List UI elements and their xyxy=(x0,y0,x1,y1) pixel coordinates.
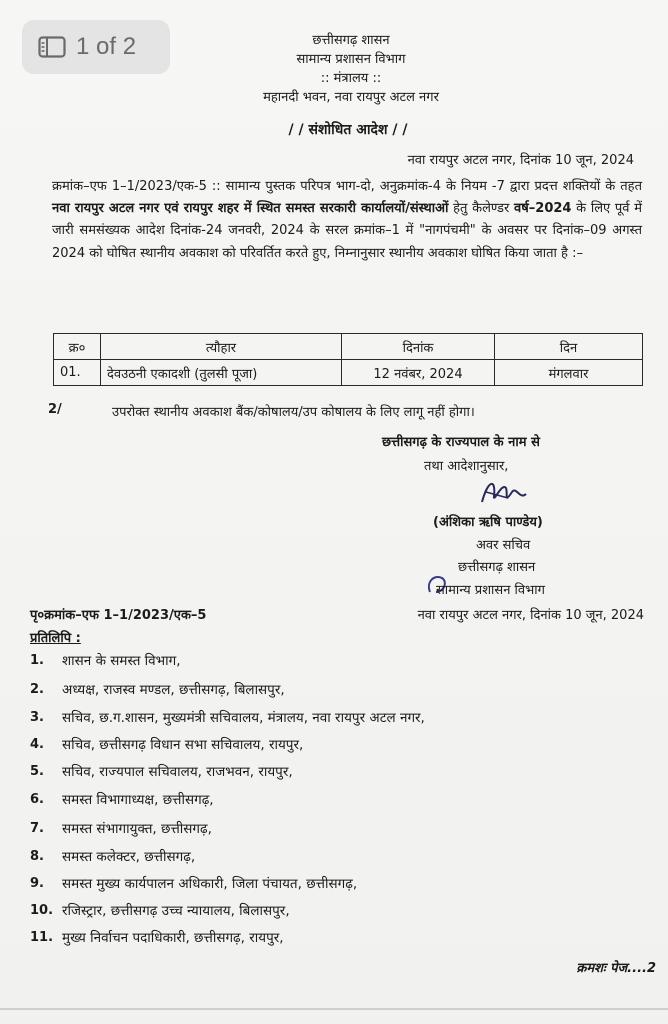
signatory-name: (अंशिका ऋषि पाण्डेय) xyxy=(433,515,543,530)
list-item-number: 5. xyxy=(30,764,44,779)
para-bold-1: नवा रायपुर अटल नगर एवं रायपुर शहर में स्थित समस्त सरकारी कार्यालयों/संस्थाओं xyxy=(52,201,449,217)
continued-note: क्रमशः पेज....2 xyxy=(576,961,656,976)
list-item-number: 1. xyxy=(30,653,44,668)
list-item-number: 6. xyxy=(30,792,44,807)
page-panel-icon xyxy=(38,36,66,58)
order-title: / / संशोधित आदेश / / xyxy=(288,122,408,138)
signatory-govt: छत्तीसगढ़ शासन xyxy=(458,560,536,575)
table-header-cell: क्र० xyxy=(54,334,101,360)
endorsement-place-date: नवा रायपुर अटल नगर, दिनांक 10 जून, 2024 xyxy=(417,608,644,623)
table-cell: मंगलवार xyxy=(495,360,643,386)
signature-line-2: तथा आदेशानुसार, xyxy=(424,459,509,474)
list-item: शासन के समस्त विभाग, xyxy=(62,653,181,669)
list-item-number: 10. xyxy=(30,903,54,918)
header-ministry: :: मंत्रालय :: xyxy=(320,71,382,86)
list-item: अध्यक्ष, राजस्व मण्डल, छत्तीसगढ़, बिलासपुर, xyxy=(62,682,285,698)
list-item: रजिस्ट्रार, छत्तीसगढ़ उच्च न्यायालय, बिलासपुर, xyxy=(62,903,290,919)
page-indicator-badge[interactable] xyxy=(22,20,170,74)
signatory-department: सामान्य प्रशासन विभाग xyxy=(436,583,545,598)
list-item: सचिव, छ.ग.शासन, मुख्यमंत्री सचिवालय, मंत्रालय, नवा रायपुर अटल नगर, xyxy=(62,710,425,726)
holiday-table xyxy=(53,333,643,386)
list-item-number: 4. xyxy=(30,737,44,752)
table-header-row xyxy=(54,334,643,360)
signature-line-1: छत्तीसगढ़ के राज्यपाल के नाम से xyxy=(382,435,540,450)
table-header-cell: दिन xyxy=(495,334,643,360)
list-item: समस्त कलेक्टर, छत्तीसगढ़, xyxy=(62,849,196,865)
copy-label: प्रतिलिपि : xyxy=(30,631,81,646)
para-text-1: क्रमांक–एफ 1–1/2023/एक-5 :: सामान्य पुस्तक परिपत्र भाग-दो, अनुक्रमांक-4 के नियम -7 द्वारा प्रदत्त शक्तियों के तहत xyxy=(52,179,642,194)
handwritten-signature xyxy=(478,474,530,510)
table-header-cell: दिनांक xyxy=(342,334,495,360)
order-place-date: नवा रायपुर अटल नगर, दिनांक 10 जून, 2024 xyxy=(407,153,634,168)
endorsement-ref: पृ०क्रमांक–एफ 1–1/2023/एक–5 xyxy=(30,608,207,623)
para-bold-2: वर्ष–2024 xyxy=(514,201,572,217)
list-item: सचिव, छत्तीसगढ़ विधान सभा सचिवालय, रायपुर, xyxy=(62,737,304,753)
header-address: महानदी भवन, नवा रायपुर अटल नगर xyxy=(263,90,439,105)
list-item-number: 2. xyxy=(30,682,44,697)
page-indicator-text: 1 of 2 xyxy=(76,33,137,60)
list-item-number: 8. xyxy=(30,849,44,864)
list-item: समस्त मुख्य कार्यपालन अधिकारी, जिला पंचायत, छत्तीसगढ़, xyxy=(62,876,358,892)
signatory-designation: अवर सचिव xyxy=(476,538,531,553)
list-item-number: 3. xyxy=(30,710,44,725)
table-cell: 01. xyxy=(54,360,101,386)
header-govt: छत्तीसगढ़ शासन xyxy=(312,33,390,48)
table-cell: 12 नवंबर, 2024 xyxy=(342,360,495,386)
list-item: समस्त संभागायुक्त, छत्तीसगढ़, xyxy=(62,821,212,837)
list-item: सचिव, राज्यपाल सचिवालय, राजभवन, रायपुर, xyxy=(62,764,293,780)
list-item-number: 9. xyxy=(30,876,44,891)
header-department: सामान्य प्रशासन विभाग xyxy=(296,52,406,67)
note-number: 2/ xyxy=(48,402,62,417)
page-divider xyxy=(0,1008,668,1010)
table-header-cell: त्यौहार xyxy=(101,334,342,360)
list-item-number: 7. xyxy=(30,821,44,836)
list-item-number: 11. xyxy=(30,930,54,945)
para-text-3: के लिए पूर्व में जारी समसंख्यक आदेश दिनांक-24 जनवरी, 2024 के सरल क्रमांक–1 में "नागपंचमी" के अवसर पर दिनांक–09 अगस्त 2024 को घोषित स्थानीय अवकाश को परिवर्तित करते हुए, निम्नानुसार स्थानीय अवकाश घोषित किया जाता है :– xyxy=(52,201,642,261)
note-text: उपरोक्त स्थानीय अवकाश बैंक/कोषालय/उप कोषालय के लिए लागू नहीं होगा। xyxy=(112,405,475,420)
list-item: मुख्य निर्वाचन पदाधिकारी, छत्तीसगढ़, रायपुर, xyxy=(62,930,284,946)
order-paragraph xyxy=(52,176,642,265)
para-text-2: हेतु कैलेण्डर xyxy=(448,201,515,217)
list-item: समस्त विभागाध्यक्ष, छत्तीसगढ़, xyxy=(62,792,214,808)
table-row xyxy=(54,360,643,386)
table-cell: देवउठनी एकादशी (तुलसी पूजा) xyxy=(101,360,342,386)
